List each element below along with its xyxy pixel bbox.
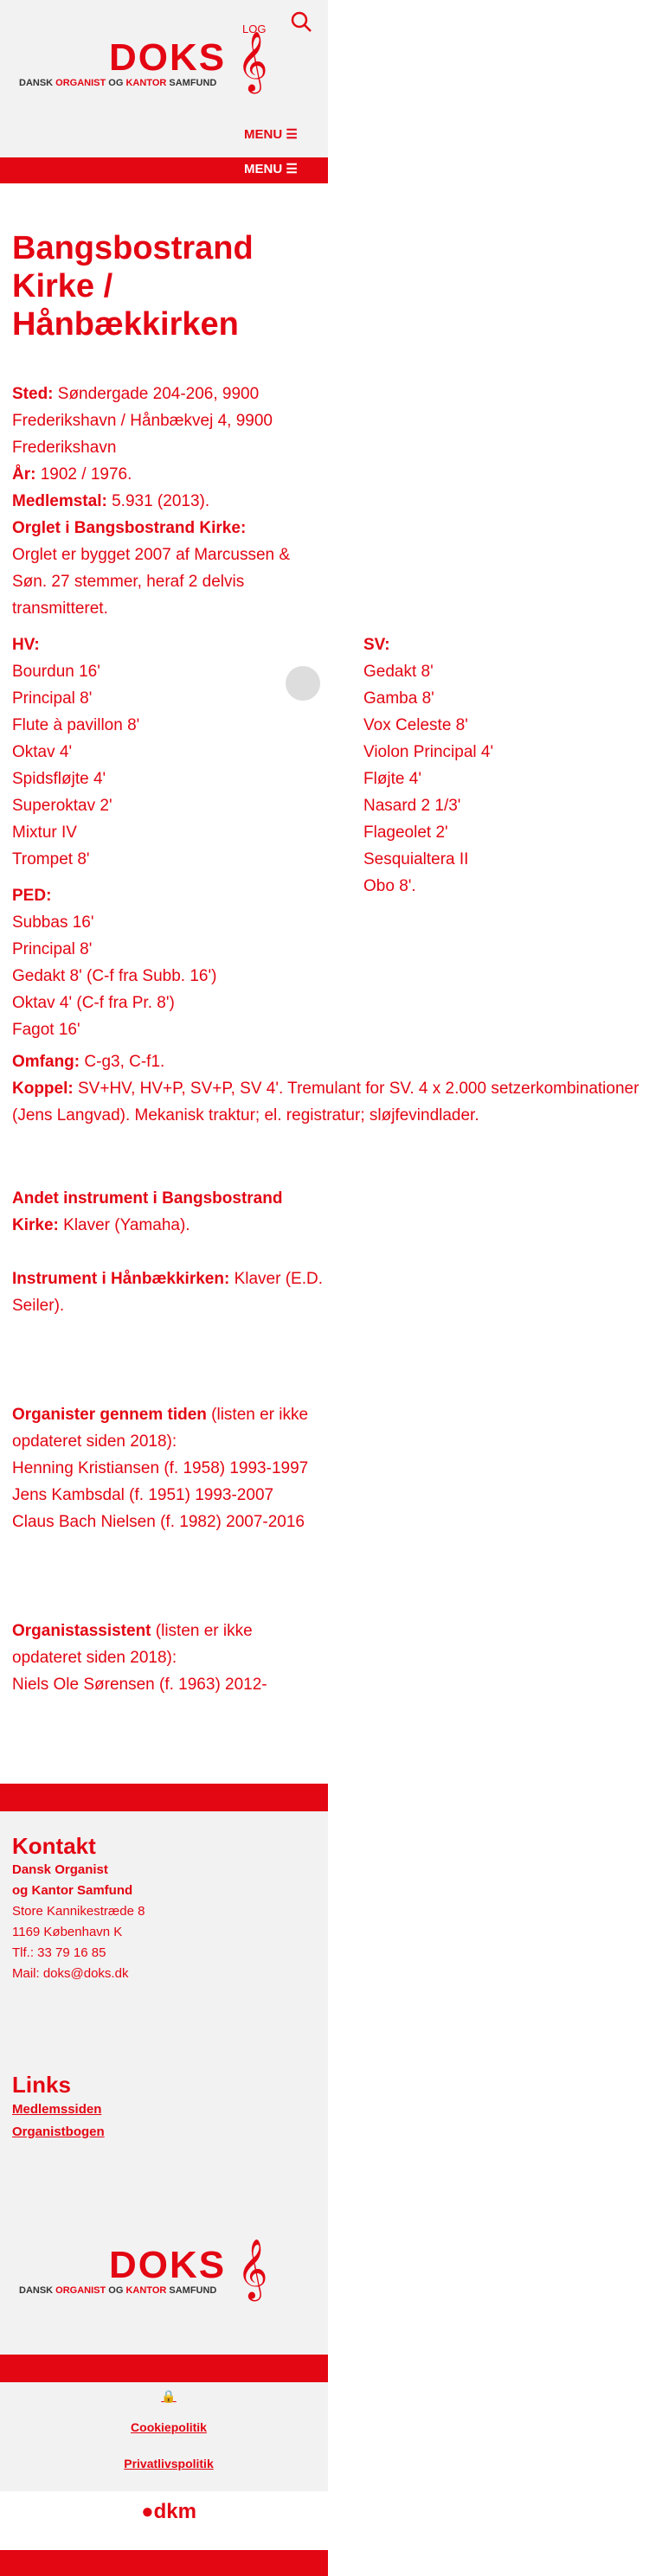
footer-treble-clef-icon: 𝄞 (237, 2240, 268, 2297)
site-logo[interactable] (19, 32, 279, 106)
menu-button-sticky[interactable]: MENU ☰ (244, 162, 298, 176)
logo-wordmark: DOKS (109, 36, 227, 79)
other-instruments: Andet instrument i Bangsbostrand Kirke: Klaver (Yamaha). Instrument i Hånbækkirken: Klaver (E.D. Seiler). (12, 1189, 323, 1315)
logo-treble-clef-icon: 𝄞 (237, 32, 268, 90)
footer-logo[interactable]: DOKS 𝄞 DANSK ORGANIST OG KANTOR SAMFUND (19, 2240, 268, 2297)
orgel-label: Orglet i Bangsbostrand Kirke: (12, 519, 247, 537)
church-info: Sted: Søndergade 204-206, 9900 Frederikshavn / Hånbækvej 4, 9900 Frederikshavn År: 1902 / 1976. Medlemstal: 5.931 (2013). Orglet i Bangsbostrand Kirke: Orglet er bygget 2007 af Marcussen & Søn. 27 stemmer, heraf 2 delvis transmitteret. (12, 381, 324, 622)
cookie-link[interactable]: Cookiepolitik (131, 2420, 207, 2434)
ped-stops: PED: Subbas 16' Principal 8' Gedakt 8' (C-f fra Subb. 16') Oktav 4' (C-f fra Pr. 8') Fagot 16' (12, 887, 217, 1039)
logo-tagline: DANSK ORGANIST OG KANTOR SAMFUND (19, 78, 217, 88)
footer-top-bar (0, 1784, 328, 1811)
page-title: Bangsbostrand Kirke / Hånbækkirken (12, 230, 254, 343)
dkm-dot-icon: ● (141, 2500, 154, 2523)
search-icon[interactable] (290, 10, 312, 33)
header-red-bar (0, 157, 328, 183)
assistants-list: Organistassistent (listen er ikke opdateret siden 2018): Niels Ole Sørensen (f. 1963) 2012- (12, 1622, 267, 1694)
footer-links: Links Medlemssiden Organistbogen (12, 2071, 306, 2143)
orgel-description: Orglet er bygget 2007 af Marcussen & Søn. 27 stemmer, heraf 2 delvis transmitteret. (12, 546, 291, 618)
sv-stops: SV: Gedakt 8' Gamba 8' Vox Celeste 8' Violon Principal 4' Fløjte 4' Nasard 2 1/3' Flageolet 2' Sesquialtera II Obo 8'. (363, 636, 494, 895)
footer-mail-link[interactable]: Mail: doks@doks.dk (12, 1966, 129, 1981)
footer-link-medlemssiden[interactable]: Medlemssiden (12, 2102, 102, 2117)
organists-list: Organister gennem tiden (listen er ikke opdateret siden 2018): Henning Kristiansen (f. 1958) 1993-1997 Jens Kambsdal (f. 1951) 1993-2007 Claus Bach Nielsen (f. 1982) 2007-2016 (12, 1406, 309, 1531)
scroll-dot (286, 666, 320, 701)
menu-button[interactable]: MENU ☰ (244, 127, 298, 142)
hamburger-icon: ☰ (286, 162, 298, 176)
footer-bottom-bar (0, 2550, 328, 2576)
sted-value: Søndergade 204-206, 9900 Frederikshavn / Hånbækvej 4, 9900 Frederikshavn (12, 385, 273, 457)
footer-contact: Kontakt Dansk Organist og Kantor Samfund Store Kannikestræde 8 1169 København K Tlf.: 33 79 16 85 Mail: doks@doks.dk (12, 1832, 306, 1984)
medlem-value: 5.931 (2013). (112, 492, 210, 510)
privacy-link[interactable]: Privatlivspolitik (124, 2457, 214, 2470)
main-content (12, 229, 635, 343)
hv-stops: HV: Bourdun 16' Principal 8' Flute à pavillon 8' Oktav 4' Spidsfløjte 4' Superoktav 2' Mixtur IV Trompet 8' (12, 636, 140, 868)
omfang-koppel: Omfang: C-g3, C-f1. Koppel: SV+HV, HV+P, SV+P, SV 4'. Tremulant for SV. 4 x 2.000 setzerkombinationer (Jens Langvad). Mekanisk traktur; el. registratur; sløjfevindlader. (12, 1053, 640, 1125)
dkm-logo[interactable]: ●dkm (141, 2500, 196, 2523)
cookie-icon[interactable]: 🔒 (161, 2389, 177, 2403)
aar-value: 1902 / 1976. (40, 465, 132, 484)
hamburger-icon: ☰ (286, 127, 298, 142)
site-header (0, 0, 328, 157)
footer-mid-bar (0, 2355, 328, 2382)
footer-link-organistbogen[interactable]: Organistbogen (12, 2124, 105, 2139)
login-link[interactable]: LOG (242, 22, 267, 35)
